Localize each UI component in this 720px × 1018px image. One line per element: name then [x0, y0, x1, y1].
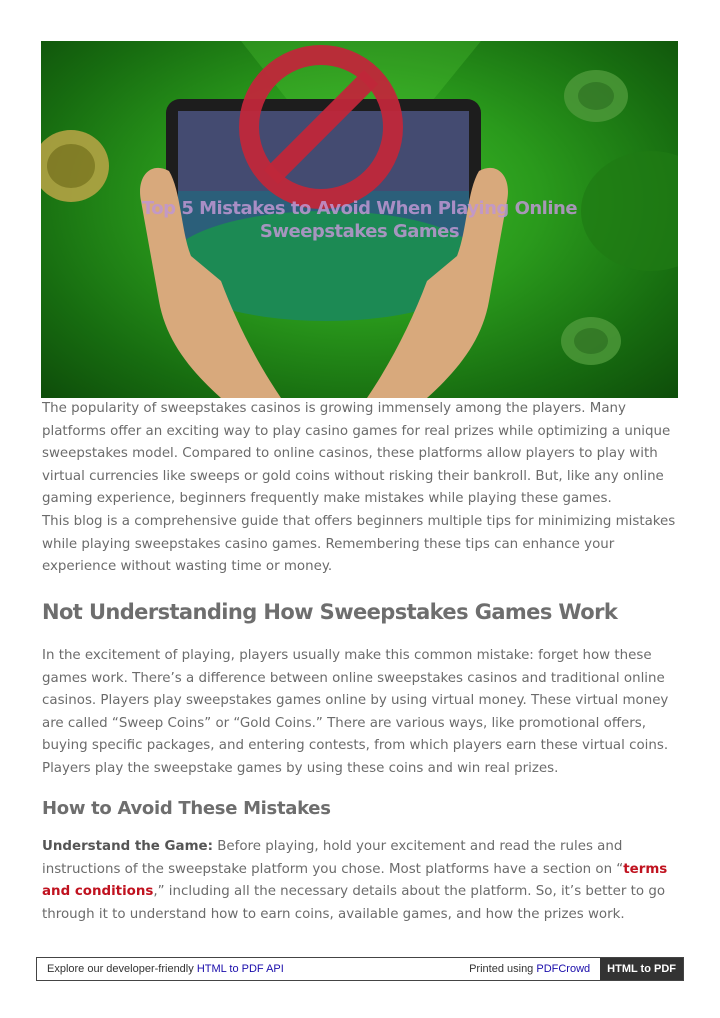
intro-paragraph: This blog is a comprehensive guide that offers beginners multiple tips for minimizing mistakes while playing sweepstakes casino games. Remembering these tips can enhance your experience without wasting time or money. [42, 514, 676, 575]
lead-label: Understand the Game: [42, 839, 213, 854]
footer-text: Printed using [469, 963, 537, 975]
html-to-pdf-button[interactable]: HTML to PDF [600, 958, 683, 980]
footer-left [37, 963, 469, 975]
hero-title-line: Top 5 Mistakes to Avoid When Playing Online [141, 198, 578, 219]
chip-icon [41, 130, 109, 202]
api-link[interactable]: HTML to PDF API [196, 963, 284, 975]
pdf-footer [36, 957, 684, 981]
chip-icon [561, 317, 621, 365]
hero-image [41, 41, 678, 398]
hero-title-line: Sweepstakes Games [259, 221, 460, 242]
body-text: Before playing, hold your excitement and read the rules and instructions of the sweepstake platform you chose. Most platforms have a section on “ [42, 839, 624, 877]
section-paragraph [42, 836, 682, 926]
hero-title [101, 197, 618, 243]
chip-icon [564, 70, 628, 122]
section-heading: Not Understanding How Sweepstakes Games Work [42, 600, 618, 624]
footer-right [469, 963, 600, 975]
footer-text: Explore our developer-friendly [47, 963, 197, 975]
intro-paragraph: The popularity of sweepstakes casinos is growing immensely among the players. Many platforms offer an exciting way to play casino games for real prizes while optimizing a unique sweepstakes model. Compared to online casinos, these platforms allow players to play with virtual currencies like sweeps or gold coins without risking their bankroll. But, like any online gaming experience, beginners frequently make mistakes while playing these games. [42, 401, 671, 507]
section-paragraph: In the excitement of playing, players usually make this common mistake: forget how these games work. There’s a difference between online sweepstakes casinos and traditional online casinos. Players play sweepstakes games online by using virtual money. These virtual money are called “Sweep Coins” or “Gold Coins.” There are various ways, like promotional offers, buying specific packages, and entering contests, from which players earn these virtual coins. Players play the sweepstake games by using these coins and win real prizes. [42, 648, 669, 776]
pdfcrowd-link[interactable]: PDFCrowd [536, 963, 591, 975]
subsection-heading: How to Avoid These Mistakes [42, 798, 331, 819]
body-text: ,” including all the necessary details about the platform. So, it’s better to go through it to understand how to earn coins, available games, and how the prizes work. [42, 884, 666, 922]
terms-link[interactable]: terms and conditions [42, 861, 668, 900]
